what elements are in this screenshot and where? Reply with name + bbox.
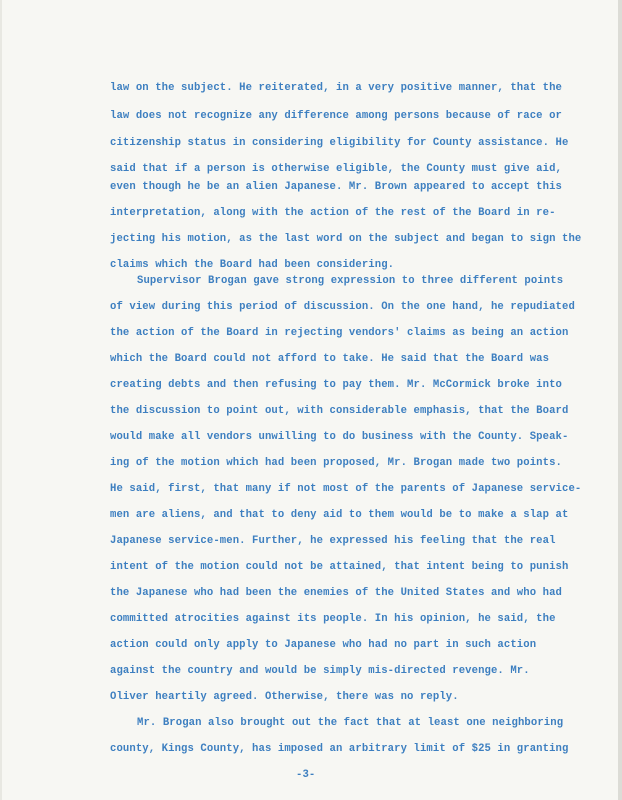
text-line: citizenship status in considering eligibility for County assistance. He — [110, 137, 569, 149]
text-line: He said, first, that many if not most of the parents of Japanese service- — [110, 483, 582, 495]
text-line: Supervisor Brogan gave strong expression to three different points — [137, 275, 564, 287]
text-line: which the Board could not afford to take. He said that the Board was — [110, 353, 550, 365]
text-line: Oliver heartily agreed. Otherwise, there was no reply. — [110, 691, 459, 703]
text-line: Japanese service-men. Further, he expressed his feeling that the real — [110, 535, 556, 547]
text-line: against the country and would be simply mis-directed revenge. Mr. — [110, 665, 530, 677]
text-line: county, Kings County, has imposed an arbitrary limit of $25 in granting — [110, 743, 569, 755]
text-line: the Japanese who had been the enemies of the United States and who had — [110, 587, 563, 599]
text-line: law does not recognize any difference among persons because of race or — [110, 110, 563, 122]
text-line: Mr. Brogan also brought out the fact that at least one neighboring — [137, 717, 564, 729]
text-line: of view during this period of discussion. On the one hand, he repudiated — [110, 301, 575, 313]
text-line: even though he be an alien Japanese. Mr. Brown appeared to accept this — [110, 181, 563, 193]
text-line: claims which the Board had been considering. — [110, 259, 395, 271]
text-line: the action of the Board in rejecting vendors' claims as being an action — [110, 327, 569, 339]
page-number: -3- — [296, 769, 316, 781]
text-line: interpretation, along with the action of the rest of the Board in re- — [110, 207, 556, 219]
text-line: men are aliens, and that to deny aid to them would be to make a slap at — [110, 509, 569, 521]
text-line: creating debts and then refusing to pay them. Mr. McCormick broke into — [110, 379, 563, 391]
text-line: the discussion to point out, with considerable emphasis, that the Board — [110, 405, 569, 417]
text-line: action could only apply to Japanese who had no part in such action — [110, 639, 537, 651]
text-line: committed atrocities against its people. In his opinion, he said, the — [110, 613, 556, 625]
text-line: jecting his motion, as the last word on the subject and began to sign the — [110, 233, 582, 245]
text-line: ing of the motion which had been proposed, Mr. Brogan made two points. — [110, 457, 563, 469]
text-line: would make all vendors unwilling to do business with the County. Speak- — [110, 431, 569, 443]
text-line: law on the subject. He reiterated, in a very positive manner, that the — [110, 82, 563, 94]
text-line: intent of the motion could not be attained, that intent being to punish — [110, 561, 569, 573]
text-line: said that if a person is otherwise eligible, the County must give aid, — [110, 163, 563, 175]
